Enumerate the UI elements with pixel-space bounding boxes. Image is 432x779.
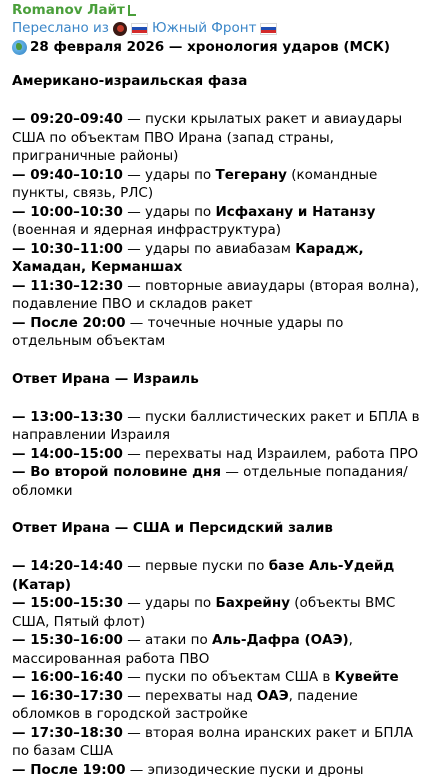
timeline-time: — 09:40–10:10 [12,167,123,183]
timeline-section [12,72,422,370]
timeline-text: , массированная работа ПВО [12,632,353,667]
timeline-time: — 15:30–16:00 [12,632,123,648]
timeline-item [12,166,422,203]
timeline-time: — Во второй половине дня [12,464,221,480]
date-title-line [12,38,422,57]
timeline-highlight: Кувейте [335,669,399,685]
timeline-time: — После 20:00 [12,315,126,331]
timeline-time: — 15:00–15:30 [12,595,123,611]
forwarded-source-name[interactable]: Южный Фронт [152,19,256,38]
timeline-text: (командные пункты, связь, РЛС) [12,167,377,202]
timeline-sections [12,72,422,779]
corner-icon [128,5,136,16]
timeline-text: — пуски по объектам США в [123,669,335,685]
timeline-text: — удары по [123,167,216,183]
channel-name[interactable]: Romanov Лайт [12,2,125,19]
timeline-time: — 16:00–16:40 [12,669,123,685]
timeline-text: — эпизодические пуски и дроны [126,762,364,778]
timeline-item [12,277,422,314]
timeline-time: — 10:00–10:30 [12,204,123,220]
timeline-text: — удары по [123,595,216,611]
forwarded-from[interactable] [12,19,422,38]
timeline-item [12,203,422,240]
timeline-item [12,240,422,277]
timeline-item [12,594,422,631]
timeline-text: — удары по авиабазам [123,241,295,257]
timeline-item [12,724,422,761]
timeline-time: — 10:30–11:00 [12,241,123,257]
timeline-highlight: Карадж, Хамадан, Керманшах [12,241,364,276]
russian-flag-icon [131,23,148,35]
globe-icon [12,40,27,55]
timeline-text: — перехваты над Израилем, работа ПРО [123,446,418,462]
timeline-item [12,557,422,594]
timeline-text: — первые пуски по [123,558,269,574]
timeline-item [12,408,422,445]
timeline-text: — перехваты над [123,688,257,704]
timeline-item [12,631,422,668]
timeline-text: — отдельные попадания/обломки [12,464,408,499]
timeline-highlight: Тегерану [215,167,286,183]
timeline-item [12,463,422,500]
timeline-text: — удары по [123,204,216,220]
timeline-time: — 11:30–12:30 [12,278,123,294]
timeline-text: (объекты ВМС США, Пятый флот) [12,595,395,630]
timeline-highlight: Аль-Дафра (ОАЭ) [212,632,349,648]
timeline-item [12,761,422,779]
forwarded-prefix: Переслано из [12,19,109,38]
timeline-item [12,314,422,351]
timeline-section [12,370,422,520]
timeline-text: — вторая волна иранских ракет и БПЛА по базам США [12,725,413,760]
timeline-item [12,668,422,687]
timeline-text: , падение обломков в городской застройке [12,688,358,723]
timeline-time: — 14:00–15:00 [12,446,123,462]
timeline-item [12,110,422,166]
timeline-text: — пуски крылатых ракет и авиаудары США по объектам ПВО Ирана (запад страны, приграничные районы) [12,111,402,164]
source-avatar-icon[interactable] [113,22,127,36]
timeline-text: (военная и ядерная инфраструктура) [12,222,281,238]
timeline-time: — 09:20–09:40 [12,111,123,127]
russian-flag-icon [260,23,277,35]
timeline-time: — 16:30–17:30 [12,688,123,704]
timeline-highlight: Бахрейну [215,595,290,611]
timeline-highlight: Исфахану и Натанзу [215,204,375,220]
section-title: Ответ Ирана — Израиль [12,370,422,389]
timeline-time: — 13:00–13:30 [12,409,123,425]
timeline-time: — 14:20–14:40 [12,558,123,574]
timeline-highlight: базе Аль-Удейд (Катар) [12,558,394,593]
timeline-section [12,519,422,779]
timeline-time: — 17:30–18:30 [12,725,123,741]
date-title: 28 февраля 2026 — хронология ударов (МСК) [30,38,390,57]
section-title: Ответ Ирана — США и Персидский залив [12,519,422,538]
timeline-text: — атаки по [123,632,212,648]
timeline-highlight: ОАЭ [257,688,289,704]
timeline-text: — точечные ночные удары по отдельным объектам [12,315,343,350]
timeline-item [12,445,422,464]
timeline-text: — повторные авиаудары (вторая волна), подавление ПВО и складов ракет [12,278,419,313]
timeline-text: — пуски баллистических ракет и БПЛА в направлении Израиля [12,409,420,444]
timeline-time: — После 19:00 [12,762,126,778]
channel-name-link[interactable] [12,2,422,19]
section-title: Американо-израильская фаза [12,72,422,91]
timeline-item [12,687,422,724]
